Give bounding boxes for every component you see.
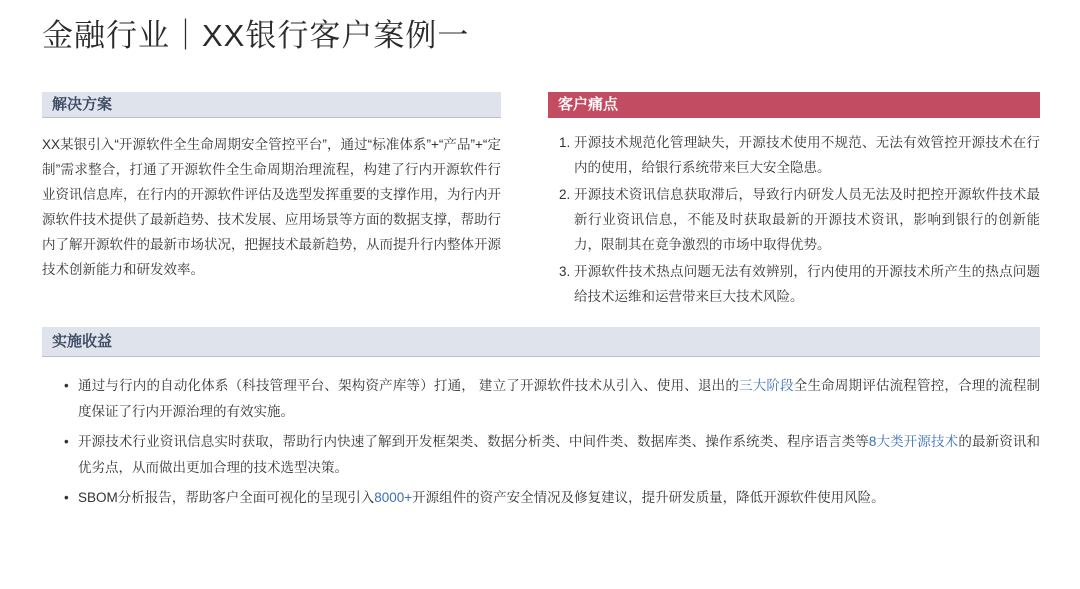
page-title: 金融行业｜XX银行客户案例一 bbox=[42, 18, 470, 53]
benefits-section bbox=[42, 327, 1040, 515]
list-item: 1. 开源技术规范化管理缺失，开源技术使用不规范、无法有效管控开源技术在行内的使用，给银行系统带来巨大安全隐患。 bbox=[574, 130, 1040, 180]
pain-points-list bbox=[548, 130, 1040, 309]
highlighted-text: 三大阶段 bbox=[739, 378, 794, 393]
plain-text: SBOM分析报告，帮助客户全面可视化的呈现引入 bbox=[78, 490, 375, 505]
list-item: 2. 开源技术资讯信息获取滞后，导致行内研发人员无法及时把控开源软件技术最新行业资讯信息，不能及时获取最新的开源技术资讯，影响到银行的创新能力，限制其在竟争激烈的市场中取得优势。 bbox=[574, 182, 1040, 257]
list-item bbox=[64, 429, 1040, 481]
solution-heading: 解决方案 bbox=[42, 92, 501, 118]
plain-text: 开源技术行业资讯信息实时获取，帮助行内快速了解到开发框架类、数据分析类、中间件类、数据库类、操作系统类、程序语言类等 bbox=[78, 434, 869, 449]
plain-text: 的最新资讯和优劣点，从而做出更加合理的技术选型决策。 bbox=[78, 434, 1041, 475]
list-item bbox=[64, 373, 1040, 425]
highlighted-text: 8大类开源技术 bbox=[868, 434, 959, 449]
pain-points-heading: 客户痛点 bbox=[548, 92, 1040, 118]
benefits-heading: 实施收益 bbox=[42, 327, 1040, 357]
highlighted-text: 8000+ bbox=[374, 490, 413, 505]
list-item: 3. 开源软件技术热点问题无法有效辨别，行内使用的开源技术所产生的热点问题给技术运维和运营带来巨大技术风险。 bbox=[574, 259, 1040, 309]
plain-text: 全生命周期评估流程管控，合理的流程制度保证了行内开源治理的有效实施。 bbox=[78, 378, 1041, 419]
plain-text: 通过与行内的自动化体系（科技管理平台、架构资产库等）打通， 建立了开源软件技术从引入、使用、退出的 bbox=[78, 378, 740, 393]
list-item bbox=[64, 485, 1040, 511]
solution-paragraph: XX某银引入“开源软件全生命周期安全管控平台”，通过“标准体系”+“产品”+“定制”需求整合，打通了开源软件全生命周期治理流程，构建了行内开源软件行业资讯信息库，在行内的开源软件评估及选型发挥重要的支撑作用，为行内开源软件技术提供了最新趋势、技术发展、应用场景等方面的数据支撑，帮助行内了解开源软件的最新市场状况，把握技术最新趋势，从而提升行内整体开源技术创新能力和研发效率。 bbox=[42, 137, 501, 277]
pain-points-section bbox=[548, 92, 1040, 311]
solution-section bbox=[42, 92, 501, 282]
plain-text: 开源组件的资产安全情况及修复建议，提升研发质量，降低开源软件使用风险。 bbox=[412, 490, 885, 505]
benefits-list bbox=[42, 373, 1040, 511]
